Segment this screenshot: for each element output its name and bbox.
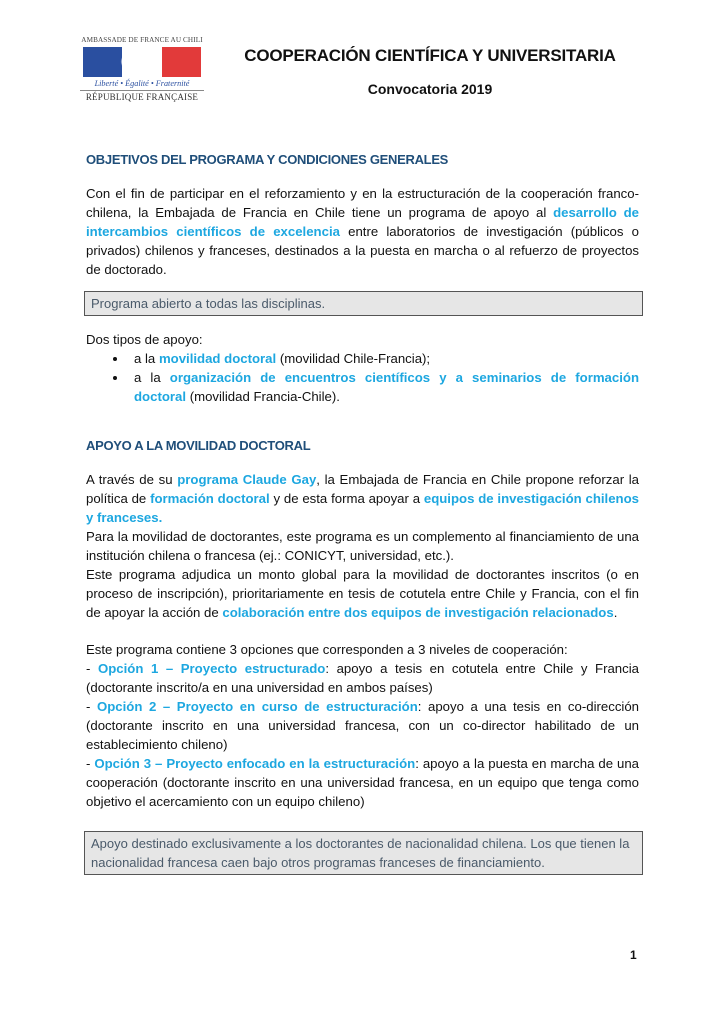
intro-paragraph <box>86 184 639 279</box>
text: - <box>86 699 97 714</box>
section-heading-movilidad: APOYO A LA MOVILIDAD DOCTORAL <box>86 438 311 453</box>
text: : apoyo a la puesta en marcha de una cooperación (doctorante inscrito en una universidad francesa, en un equipo que tenga como objetivo el acercamiento con un equipo chileno) <box>86 756 639 809</box>
claude-gay-paragraph <box>86 470 639 527</box>
text: , la Embajada de Francia en Chile propone reforzar la política de <box>86 472 640 506</box>
highlight-text: Opción 3 – Proyecto enfocado en la estructuración <box>94 756 416 771</box>
highlight-text: desarrollo de intercambios científicos de excelencia <box>86 205 639 239</box>
highlight-text: equipos de investigación chilenos y franceses. <box>86 491 639 525</box>
option-item <box>86 697 639 754</box>
text: a la <box>134 370 170 385</box>
option-item <box>86 659 639 697</box>
note-box-nacionalidad: Apoyo destinado exclusivamente a los doctorantes de nacionalidad chilena. Los que tienen la nacionalidad francesa caen bajo otros programas franceses de financiamiento. <box>84 831 643 875</box>
highlight-text: Opción 2 – Proyecto en curso de estructuración <box>96 699 418 714</box>
text: entre laboratorios de investigación (públicos o privados) chilenos y franceses, destinados a la puesta en marcha o al refuerzo de proyectos de doctorado. <box>86 224 639 277</box>
text: - <box>86 756 95 771</box>
text: (movilidad Chile-Francia); <box>276 351 431 366</box>
text: - <box>86 661 98 676</box>
list-item <box>128 368 639 406</box>
text: a la <box>134 351 159 366</box>
option-item <box>86 754 639 811</box>
list-item <box>128 349 639 368</box>
note-box-disciplinas: Programa abierto a todas las disciplinas. <box>84 291 643 316</box>
highlight-text: programa Claude Gay <box>177 472 317 487</box>
text: Con el fin de participar en el reforzamiento y en la estructuración de la cooperación franco-chilena, la Embajada de Francia en Chile tiene un programa de apoyo al <box>86 186 639 220</box>
document-title: COOPERACIÓN CIENTÍFICA Y UNIVERSITARIA <box>244 46 616 65</box>
text: : apoyo a tesis en cotutela entre Chile y Francia (doctorante inscrito/a en una universidad en ambos países) <box>86 661 639 695</box>
section-heading-objetivos: OBJETIVOS DEL PROGRAMA Y CONDICIONES GENERALES <box>86 152 449 167</box>
text: y de esta forma apoyar a <box>269 491 424 506</box>
embassy-logo <box>80 36 204 116</box>
document-subtitle: Convocatoria 2019 <box>367 81 493 97</box>
document-body <box>86 150 639 875</box>
options-intro: Este programa contiene 3 opciones que corresponden a 3 niveles de cooperación: <box>86 642 568 657</box>
global-amount-paragraph <box>86 565 639 622</box>
complement-paragraph: Para la movilidad de doctorantes, este programa es un complemento al financiamiento de una institución chilena o francesa (ej.: CONICYT, universidad, etc.). <box>86 529 639 563</box>
text: Este programa adjudica un monto global para la movilidad de doctorantes inscritos (o en proceso de inscripción), prioritariamente en tesis de cotutela entre Chile y Francia, con el fin de apoyar la acción de <box>86 567 639 620</box>
highlight-text: Opción 1 – Proyecto estructurado <box>97 661 326 676</box>
text: A través de su <box>86 472 178 487</box>
text: . <box>613 605 618 620</box>
highlight-text: colaboración entre dos equipos de investigación relacionados <box>222 605 614 620</box>
support-types-list <box>86 349 639 406</box>
support-types-label: Dos tipos de apoyo: <box>86 332 203 347</box>
text: : apoyo a una tesis en co-dirección (doctorante inscrito en una universidad francesa, con un co-director habilitado de un establecimiento chileno) <box>86 699 640 752</box>
logo-motto: Liberté • Égalité • Fraternité <box>94 79 190 88</box>
text: (movilidad Francia-Chile). <box>186 389 340 404</box>
logo-republic: RÉPUBLIQUE FRANÇAISE <box>80 90 204 102</box>
logo-embassy-text: AMBASSADE DE FRANCE AU CHILI <box>81 36 203 44</box>
page-number: 1 <box>630 948 637 962</box>
marianne-flag-icon <box>83 47 201 77</box>
highlight-text: formación doctoral <box>150 491 270 506</box>
highlight-text: movilidad doctoral <box>158 351 277 366</box>
highlight-text: organización de encuentros científicos y a seminarios de formación doctoral <box>134 370 640 404</box>
